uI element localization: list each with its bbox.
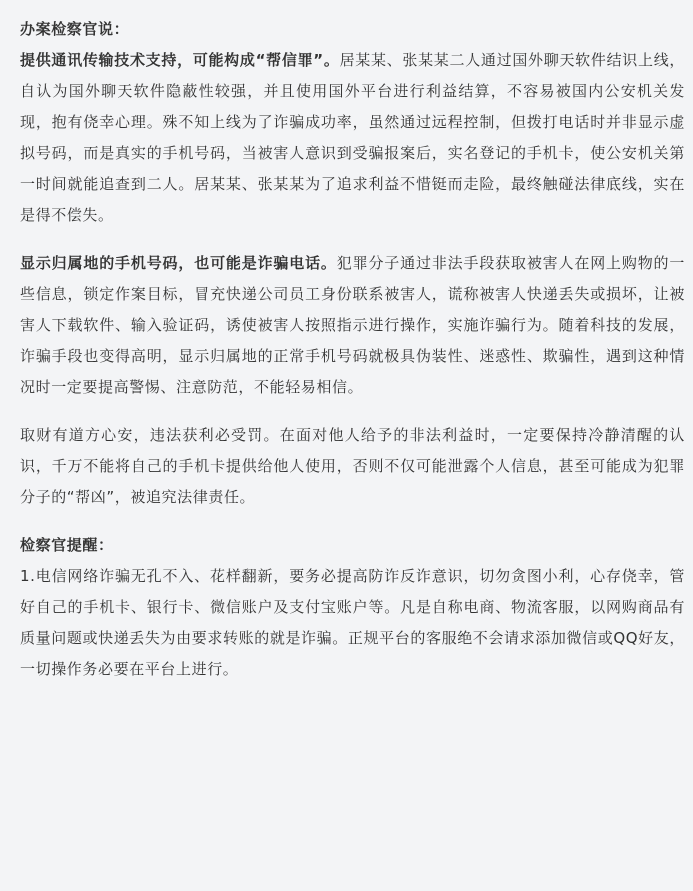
paragraph-text: 居某某、张某某二人通过国外聊天软件结识上线，自认为国外聊天软件隐蔽性较强，并且使用国外平台进行利益结算，不容易被国内公安机关发现，抱有侥幸心理。殊不知上线为了诈骗成功率，虽然通过远程控制，但拨打电话时并非显示虚拟号码，而是真实的手机号码，当被害人意识到受骗报案后，实名登记的手机卡，使公安机关第一时间就能追查到二人。居某某、张某某为了追求利益不惜铤而走险，最终触碰法律底线，实在是得不偿失。 (20, 51, 685, 224)
paragraph-warning (20, 420, 685, 513)
paragraph-text: 1.电信网络诈骗无孔不入、花样翻新，要务必提高防诈反诈意识，切勿贪图小利，心存侥幸，管好自己的手机卡、银行卡、微信账户及支付宝账户等。凡是自称电商、物流客服，以网购商品有质量问题或快递丢失为由要求转账的就是诈骗。正规平台的客服绝不会请求添加微信或QQ好友，一切操作务必要在平台上进行。 (20, 567, 685, 678)
prosecutor-reminder-heading: 检察官提醒： (20, 536, 114, 554)
paragraph-text: 取财有道方心安，违法获利必受罚。在面对他人给予的非法利益时，一定要保持冷静清醒的认识，千万不能将自己的手机卡提供给他人使用，否则不仅可能泄露个人信息，甚至可能成为犯罪分子的“帮凶”，被追究法律责任。 (20, 426, 685, 506)
paragraph-lead: 提供通讯传输技术支持，可能构成“帮信罪”。 (20, 51, 340, 69)
paragraph-reminder-1 (20, 561, 685, 685)
paragraph-text: 犯罪分子通过非法手段获取被害人在网上购物的一些信息，锁定作案目标，冒充快递公司员工身份联系被害人，谎称被害人快递丢失或损坏，让被害人下载软件、输入验证码，诱使被害人按照指示进行操作，实施诈骗行为。随着科技的发展，诈骗手段也变得高明，显示归属地的正常手机号码就极具伪装性、迷惑性、欺骗性，遇到这种情况时一定要提高警惕、注意防范，不能轻易相信。 (20, 254, 685, 396)
paragraph-lead: 显示归属地的手机号码，也可能是诈骗电话。 (20, 254, 337, 272)
prosecutor-says-heading: 办案检察官说： (20, 20, 130, 38)
paragraph-caller-id (20, 248, 685, 403)
paragraph-technical-support (20, 45, 685, 231)
